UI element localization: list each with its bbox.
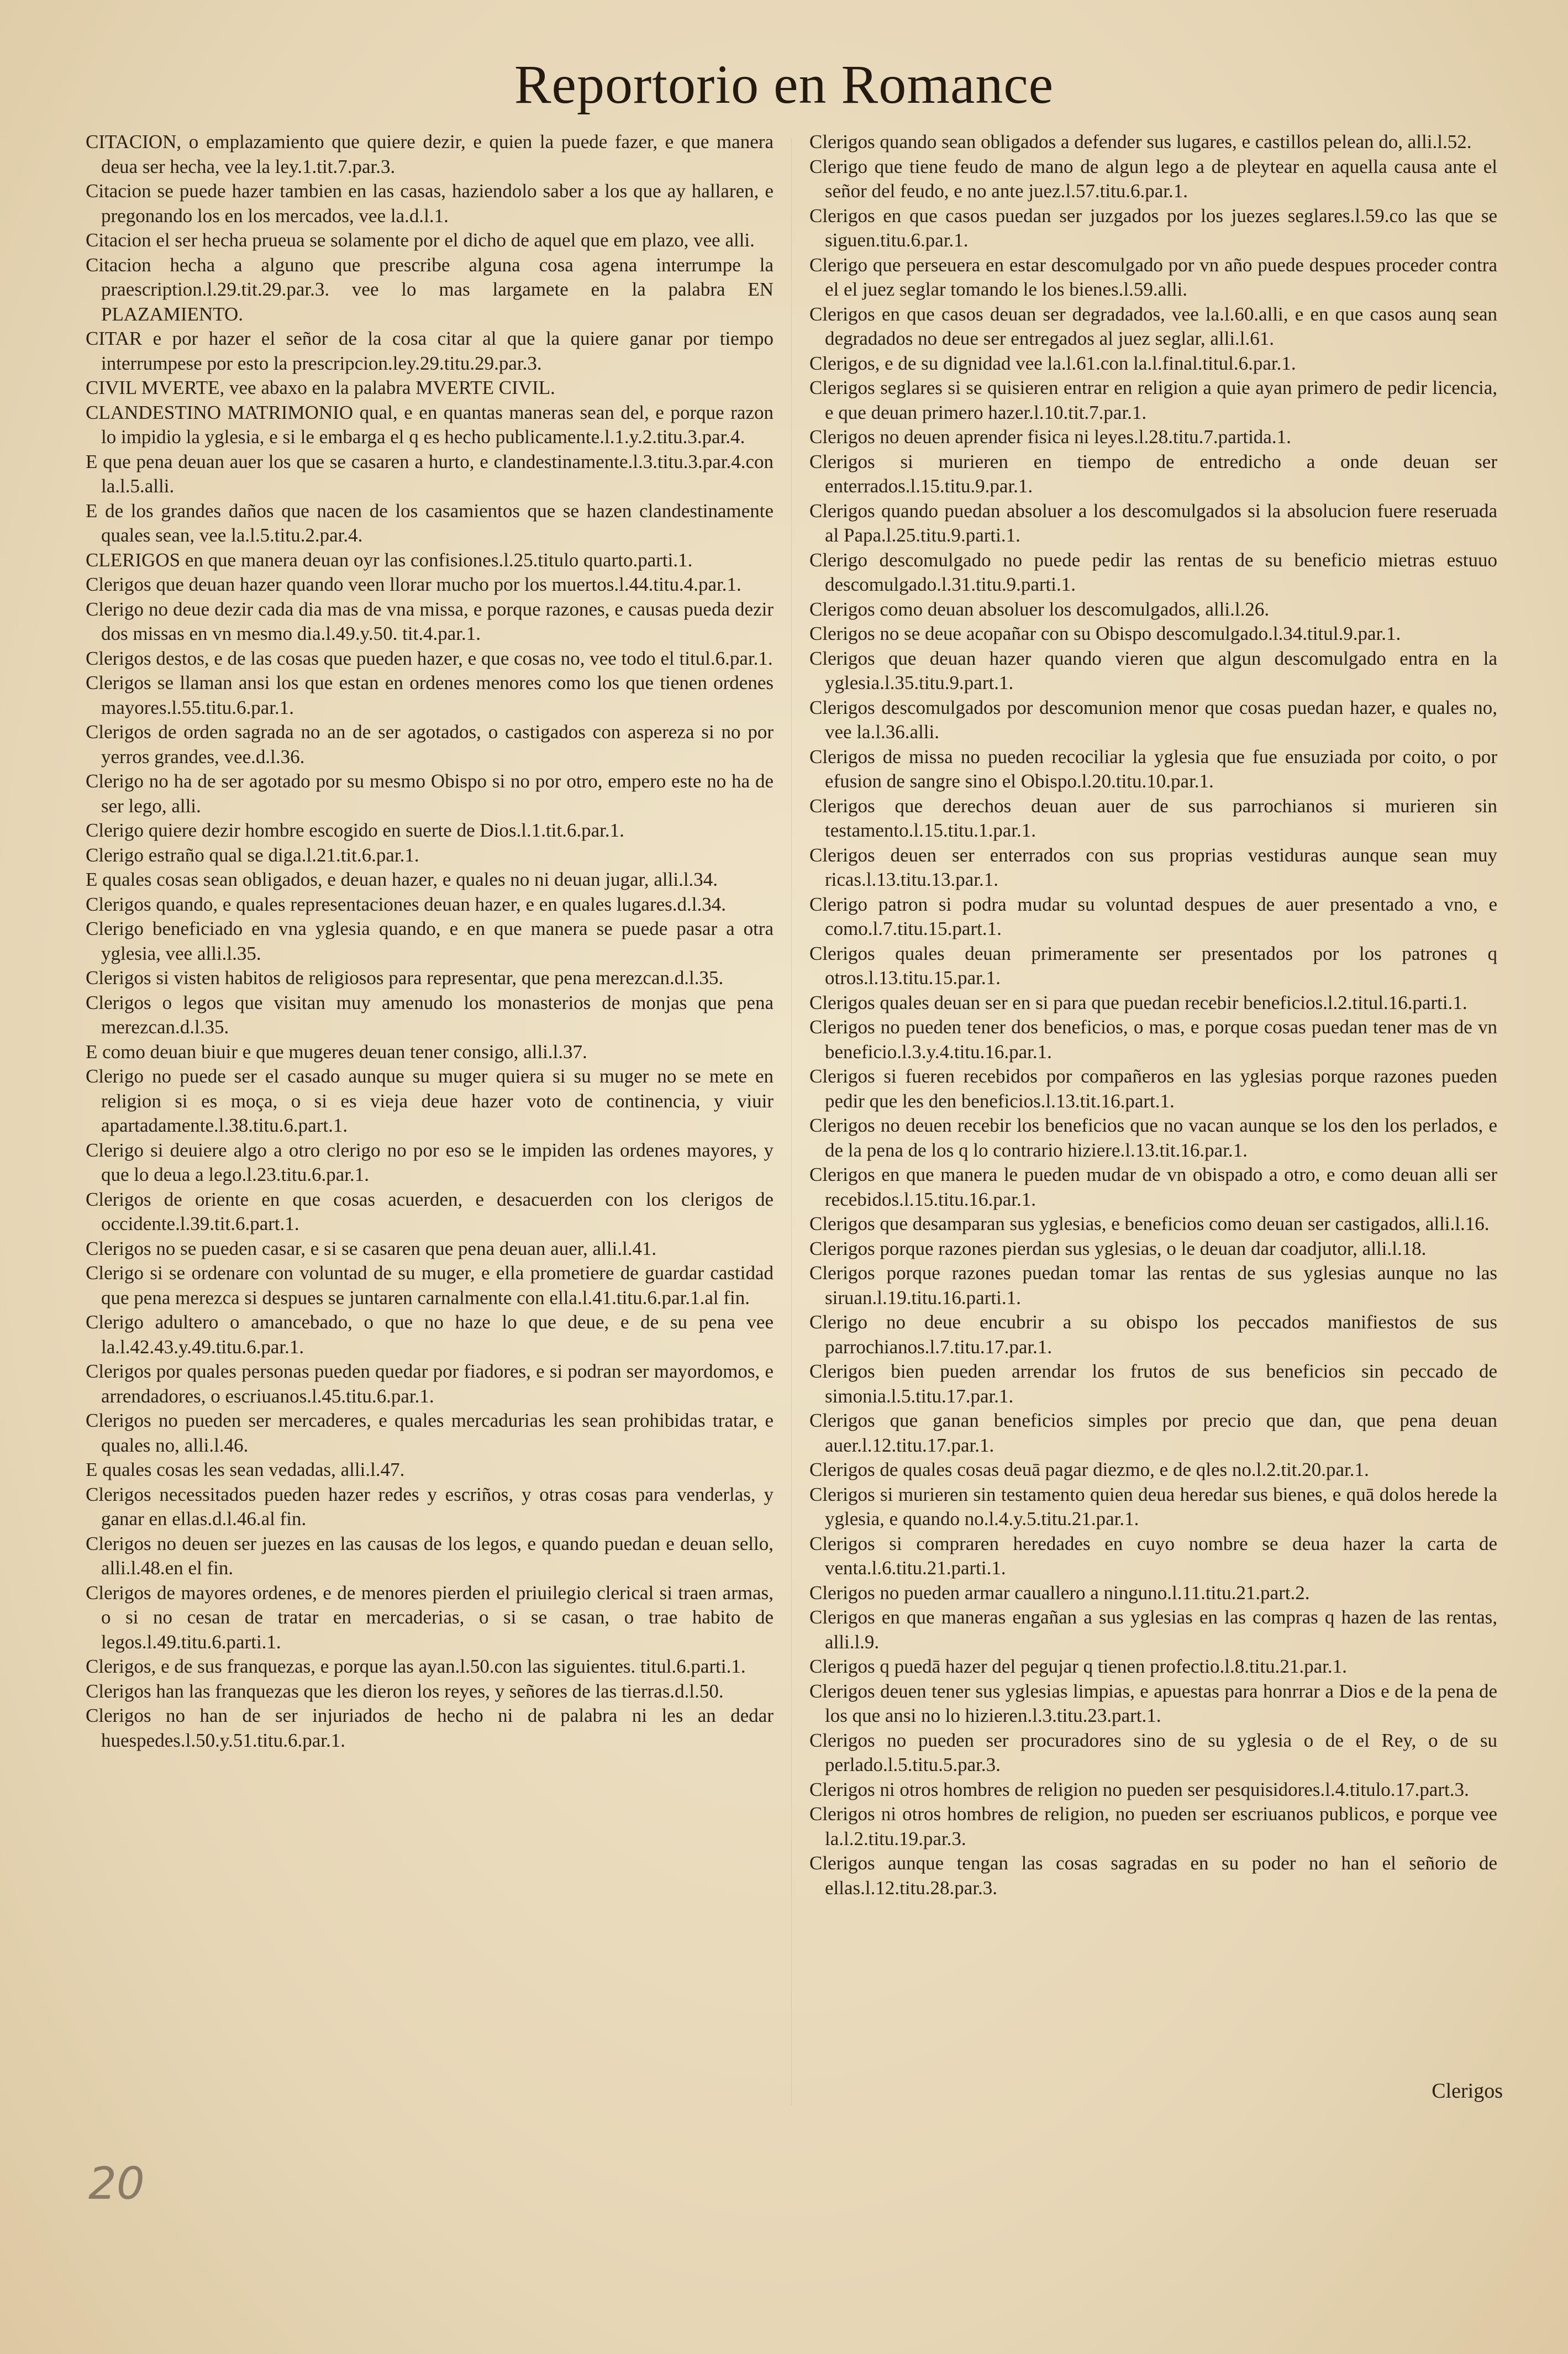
catchword: Clerigos	[1432, 2079, 1503, 2103]
index-entry: Clerigo descomulgado no puede pedir las rentas de su beneficio mietras estuuo descomulgado.l.31.titu.9.parti.1.	[809, 549, 1497, 595]
index-entry: Clerigos descomulgados por descomunion menor que cosas puedan hazer, e quales no, vee la.l.36.alli.	[809, 696, 1497, 743]
index-entry: Clerigos en que casos puedan ser juzgados por los juezes seglares.l.59.co las que se siguen.titu.6.par.1.	[809, 204, 1497, 251]
index-entry: Citacion se puede hazer tambien en las casas, haziendolo saber a los que ay hallaren, e pregonando los en los mercados, vee la.d.l.1.	[86, 180, 774, 227]
index-entry: Clerigos si compraren heredades en cuyo nombre se deua hazer la carta de venta.l.6.titu.21.parti.1.	[809, 1532, 1497, 1579]
index-entry: CLERIGOS en que manera deuan oyr las confisiones.l.25.titulo quarto.parti.1.	[86, 549, 693, 571]
index-entry: Clerigos quando puedan absoluer a los descomulgados si la absolucion fuere reseruada al Papa.l.25.titu.9.parti.1.	[809, 500, 1497, 546]
index-entry: Clerigos no deuen aprender fisica ni leyes.l.28.titu.7.partida.1.	[809, 426, 1291, 448]
index-entry: Clerigos quando sean obligados a defender sus lugares, e castillos pelean do, alli.l.52.	[809, 131, 1472, 153]
index-entry: Clerigo que tiene feudo de mano de algun lego a de pleytear en aquella causa ante el señor del feudo, e no ante juez.l.57.titu.6.par.1.	[809, 155, 1497, 202]
index-entry: E quales cosas les sean vedadas, alli.l.47.	[86, 1459, 405, 1480]
index-entry: Clerigo estraño qual se diga.l.21.tit.6.par.1.	[86, 844, 419, 866]
page-title: Reportorio en Romance	[514, 54, 1054, 115]
index-entry: Clerigos si murieren sin testamento quien deua heredar sus bienes, e quā dolos herede la yglesia, e quando no.l.4.y.5.titu.21.par.1.	[809, 1483, 1497, 1530]
index-entry: Clerigos que desamparan sus yglesias, e beneficios como deuan ser castigados, alli.l.16.	[809, 1213, 1490, 1234]
index-entry: CITACION, o emplazamiento que quiere dezir, e quien la puede fazer, e que manera deua ser hecha, vee la ley.1.tit.7.par.3.	[86, 131, 774, 177]
index-entry: Clerigos no pueden tener dos beneficios, o mas, e porque cosas puedan tener mas de vn beneficio.l.3.y.4.titu.16.par.1.	[809, 1016, 1497, 1063]
index-entry: Clerigo no deue dezir cada dia mas de vna missa, e porque razones, e causas pueda dezir dos missas en vn mesmo dia.l.49.y.50. tit.4.par.1.	[86, 598, 774, 644]
index-entry: Clerigos bien pueden arrendar los frutos de sus beneficios sin peccado de simonia.l.5.titu.17.par.1.	[809, 1360, 1497, 1407]
index-entry: E como deuan biuir e que mugeres deuan tener consigo, alli.l.37.	[86, 1041, 587, 1063]
index-entry: Clerigos o legos que visitan muy amenudo los monasterios de monjas que pena merezcan.d.l.35.	[86, 991, 774, 1038]
index-entry: Clerigos ni otros hombres de religion, no pueden ser escriuanos publicos, e porque vee la.l.2.titu.19.par.3.	[809, 1803, 1497, 1849]
index-entry: Clerigos en que manera le pueden mudar de vn obispado a otro, e como deuan alli ser recebidos.l.15.titu.16.par.1.	[809, 1164, 1497, 1210]
column-gutter	[791, 138, 792, 2105]
index-entry: Clerigos que deuan hazer quando vieren que algun descomulgado entra en la yglesia.l.35.titu.9.part.1.	[809, 647, 1497, 693]
index-entry: Clerigos en que casos deuan ser degradados, vee la.l.60.alli, e en que casos aunq sean degradados no deue ser entregados al juez seglar, alli.l.61.	[809, 303, 1497, 349]
index-entry: Clerigo no puede ser el casado aunque su muger quiera si su muger no se mete en religion si es moça, o si es vieja deue hazer voto de continencia, y viuir apartadamente.l.38.titu.6.part.1.	[86, 1065, 774, 1136]
left-column	[86, 130, 774, 1753]
index-entry: Clerigos no se deue acopañar con su Obispo descomulgado.l.34.titul.9.par.1.	[809, 623, 1401, 644]
index-entry: Clerigo quiere dezir hombre escogido en suerte de Dios.l.1.tit.6.par.1.	[86, 819, 624, 841]
index-entry: CITAR e por hazer el señor de la cosa citar al que la quiere ganar por tiempo interrumpese por esto la prescripcion.ley.29.titu.29.par.3.	[86, 328, 774, 374]
index-entry: E de los grandes daños que nacen de los casamientos que se hazen clandestinamente quales sean, vee la.l.5.titu.2.par.4.	[86, 500, 774, 546]
index-entry: Clerigos no se pueden casar, e si se casaren que pena deuan auer, alli.l.41.	[86, 1237, 657, 1259]
index-entry: Clerigos necessitados pueden hazer redes y escriños, y otras cosas para venderlas, y ganar en ellas.d.l.46.al fin.	[86, 1483, 774, 1530]
index-entry: Clerigos deuen tener sus yglesias limpias, e apuestas para honrrar a Dios e de la pena de los que ansi no lo hizieren.l.3.titu.23.part.1.	[809, 1680, 1497, 1726]
index-entry: Clerigos quales deuan primeramente ser presentados por los patrones q otros.l.13.titu.15.par.1.	[809, 942, 1497, 989]
index-entry: Clerigos no pueden ser mercaderes, e quales mercadurias les sean prohibidas tratar, e quales no, alli.l.46.	[86, 1410, 774, 1456]
index-entry: E quales cosas sean obligados, e deuan hazer, e quales no ni deuan jugar, alli.l.34.	[86, 869, 718, 890]
index-entry: Clerigos no deuen ser juezes en las causas de los legos, e quando puedan e deuan sello, alli.l.48.en el fin.	[86, 1532, 774, 1579]
index-entry: Clerigos por quales personas pueden quedar por fiadores, e si podran ser mayordomos, e arrendadores, o escriuanos.l.45.titu.6.par.1.	[86, 1360, 774, 1407]
index-entry: Clerigos destos, e de las cosas que pueden hazer, e que cosas no, vee todo el titul.6.par.1.	[86, 647, 773, 669]
index-entry: Clerigo patron si podra mudar su voluntad despues de auer presentado a vno, e como.l.7.titu.15.part.1.	[809, 893, 1497, 939]
index-entry: Clerigos que deuan hazer quando veen llorar mucho por los muertos.l.44.titu.4.par.1.	[86, 574, 741, 595]
index-entry: Clerigos como deuan absoluer los descomulgados, alli.l.26.	[809, 598, 1270, 620]
index-entry: CLANDESTINO MATRIMONIO qual, e en quantas maneras sean del, e porque razon lo impidio la yglesia, e si le embarga el q es hecho publicamente.l.1.y.2.titu.3.par.4.	[86, 401, 774, 448]
index-entry: Clerigos han las franquezas que les dieron los reyes, y señores de las tierras.d.l.50.	[86, 1680, 724, 1702]
index-entry: Clerigo que perseuera en estar descomulgado por vn año puede despues proceder contra el el juez seglar tomando le los bienes.l.59.alli.	[809, 254, 1497, 300]
index-entry: Clerigos de orden sagrada no an de ser agotados, o castigados con aspereza si no por yerros grandes, vee.d.l.36.	[86, 721, 774, 768]
index-entry: E que pena deuan auer los que se casaren a hurto, e clandestinamente.l.3.titu.3.par.4.con la.l.5.alli.	[86, 450, 774, 497]
index-entry: Clerigos que derechos deuan auer de sus parrochianos si murieren sin testamento.l.15.titu.1.par.1.	[809, 795, 1497, 841]
index-entry: Clerigos porque razones pierdan sus yglesias, o le deuan dar coadjutor, alli.l.18.	[809, 1237, 1427, 1259]
index-entry: Clerigos que ganan beneficios simples por precio que dan, que pena deuan auer.l.12.titu.17.par.1.	[809, 1410, 1497, 1456]
index-entry: Citacion hecha a alguno que prescribe alguna cosa agena interrumpe la praescription.l.29.tit.29.par.3. vee lo mas largamete en la palabra EN PLAZAMIENTO.	[86, 254, 774, 325]
index-entry: CIVIL MVERTE, vee abaxo en la palabra MVERTE CIVIL.	[86, 377, 555, 398]
index-entry: Clerigos de mayores ordenes, e de menores pierden el priuilegio clerical si traen armas, o si no cesan de tratar en mercaderias, o si se casan, o trae habito de legos.l.49.titu.6.parti.1.	[86, 1581, 774, 1653]
index-entry: Clerigos seglares si se quisieren entrar en religion a quie ayan primero de pedir licencia, e que deuan primero hazer.l.10.tit.7.par.1.	[809, 377, 1497, 423]
index-entry: Clerigos no pueden armar cauallero a ninguno.l.11.titu.21.part.2.	[809, 1581, 1310, 1604]
index-entry: Clerigos aunque tengan las cosas sagradas en su poder no han el señorio de ellas.l.12.titu.28.par.3.	[809, 1852, 1497, 1899]
index-entry: Clerigos no deuen recebir los beneficios que no vacan aunque se los den los perlados, e de la pena de los q lo contrario hiziere.l.13.tit.16.par.1.	[809, 1115, 1497, 1161]
index-entry: Clerigo no deue encubrir a su obispo los peccados manifiestos de sus parrochianos.l.7.titu.17.par.1.	[809, 1311, 1497, 1358]
index-entry: Clerigos, e de sus franquezas, e porque las ayan.l.50.con las siguientes. titul.6.parti.1.	[86, 1656, 746, 1677]
index-entry: Clerigos porque razones puedan tomar las rentas de sus yglesias aunque no las siruan.l.19.titu.16.parti.1.	[809, 1262, 1497, 1309]
right-column	[809, 130, 1497, 1900]
index-entry: Clerigos si fueren recebidos por compañeros en las yglesias porque razones pueden pedir que les den beneficios.l.13.tit.16.part.1.	[809, 1065, 1497, 1112]
index-entry: Clerigos de oriente en que cosas acuerden, e desacuerden con los clerigos de occidente.l.39.tit.6.part.1.	[86, 1188, 774, 1234]
index-entry: Clerigo no ha de ser agotado por su mesmo Obispo si no por otro, empero este no ha de ser lego, alli.	[86, 770, 774, 817]
index-entry: Clerigos q puedā hazer del pegujar q tienen profectio.l.8.titu.21.par.1.	[809, 1656, 1347, 1677]
index-entry: Clerigos ni otros hombres de religion no pueden ser pesquisidores.l.4.titulo.17.part.3.	[809, 1778, 1469, 1800]
handwritten-folio-number: 20	[88, 2158, 145, 2209]
index-entry: Clerigo beneficiado en vna yglesia quando, e en que manera se puede pasar a otra yglesia, vee alli.l.35.	[86, 918, 774, 964]
index-entry: Clerigo adultero o amancebado, o que no haze lo que deue, e de su pena vee la.l.42.43.y.49.titu.6.par.1.	[86, 1311, 774, 1358]
index-entry: Clerigos de quales cosas deuā pagar diezmo, e de qles no.l.2.tit.20.par.1.	[809, 1459, 1369, 1480]
index-entry: Clerigos quales deuan ser en si para que puedan recebir beneficios.l.2.titul.16.parti.1.	[809, 991, 1467, 1013]
index-entry: Clerigos de missa no pueden recociliar la yglesia que fue ensuziada por coito, o por efusion de sangre sino el Obispo.l.20.titu.10.par.1.	[809, 745, 1497, 792]
index-entry: Clerigo si deuiere algo a otro clerigo no por eso se le impiden las ordenes mayores, y que lo deua a lego.l.23.titu.6.par.1.	[86, 1139, 774, 1185]
index-entry: Clerigos no pueden ser procuradores sino de su yglesia o de el Rey, o de su perlado.l.5.titu.5.par.3.	[809, 1729, 1497, 1775]
index-entry: Clerigos si murieren en tiempo de entredicho a onde deuan ser enterrados.l.15.titu.9.par.1.	[809, 450, 1497, 497]
index-entry: Clerigos quando, e quales representaciones deuan hazer, e en quales lugares.d.l.34.	[86, 893, 726, 915]
index-entry: Clerigos si visten habitos de religiosos para representar, que pena merezcan.d.l.35.	[86, 967, 724, 989]
index-entry: Citacion el ser hecha prueua se solamente por el dicho de aquel que em plazo, vee alli.	[86, 229, 755, 251]
index-entry: Clerigos en que maneras engañan a sus yglesias en las compras q hazen de las rentas, alli.l.9.	[809, 1606, 1497, 1653]
index-entry: Clerigo si se ordenare con voluntad de su muger, e ella prometiere de guardar castidad que pena merezca si despues se juntaren carnalmente con ella.l.41.titu.6.par.1.al fin.	[86, 1262, 774, 1309]
index-entry: Clerigos deuen ser enterrados con sus proprias vestiduras aunque sean muy ricas.l.13.titu.13.par.1.	[809, 844, 1497, 890]
index-entry: Clerigos, e de su dignidad vee la.l.61.con la.l.final.titul.6.par.1.	[809, 352, 1296, 374]
index-entry: Clerigos no han de ser injuriados de hecho ni de palabra ni les an dedar huespedes.l.50.y.51.titu.6.par.1.	[86, 1705, 774, 1751]
index-entry: Clerigos se llaman ansi los que estan en ordenes menores como los que tienen ordenes mayores.l.55.titu.6.par.1.	[86, 672, 774, 718]
